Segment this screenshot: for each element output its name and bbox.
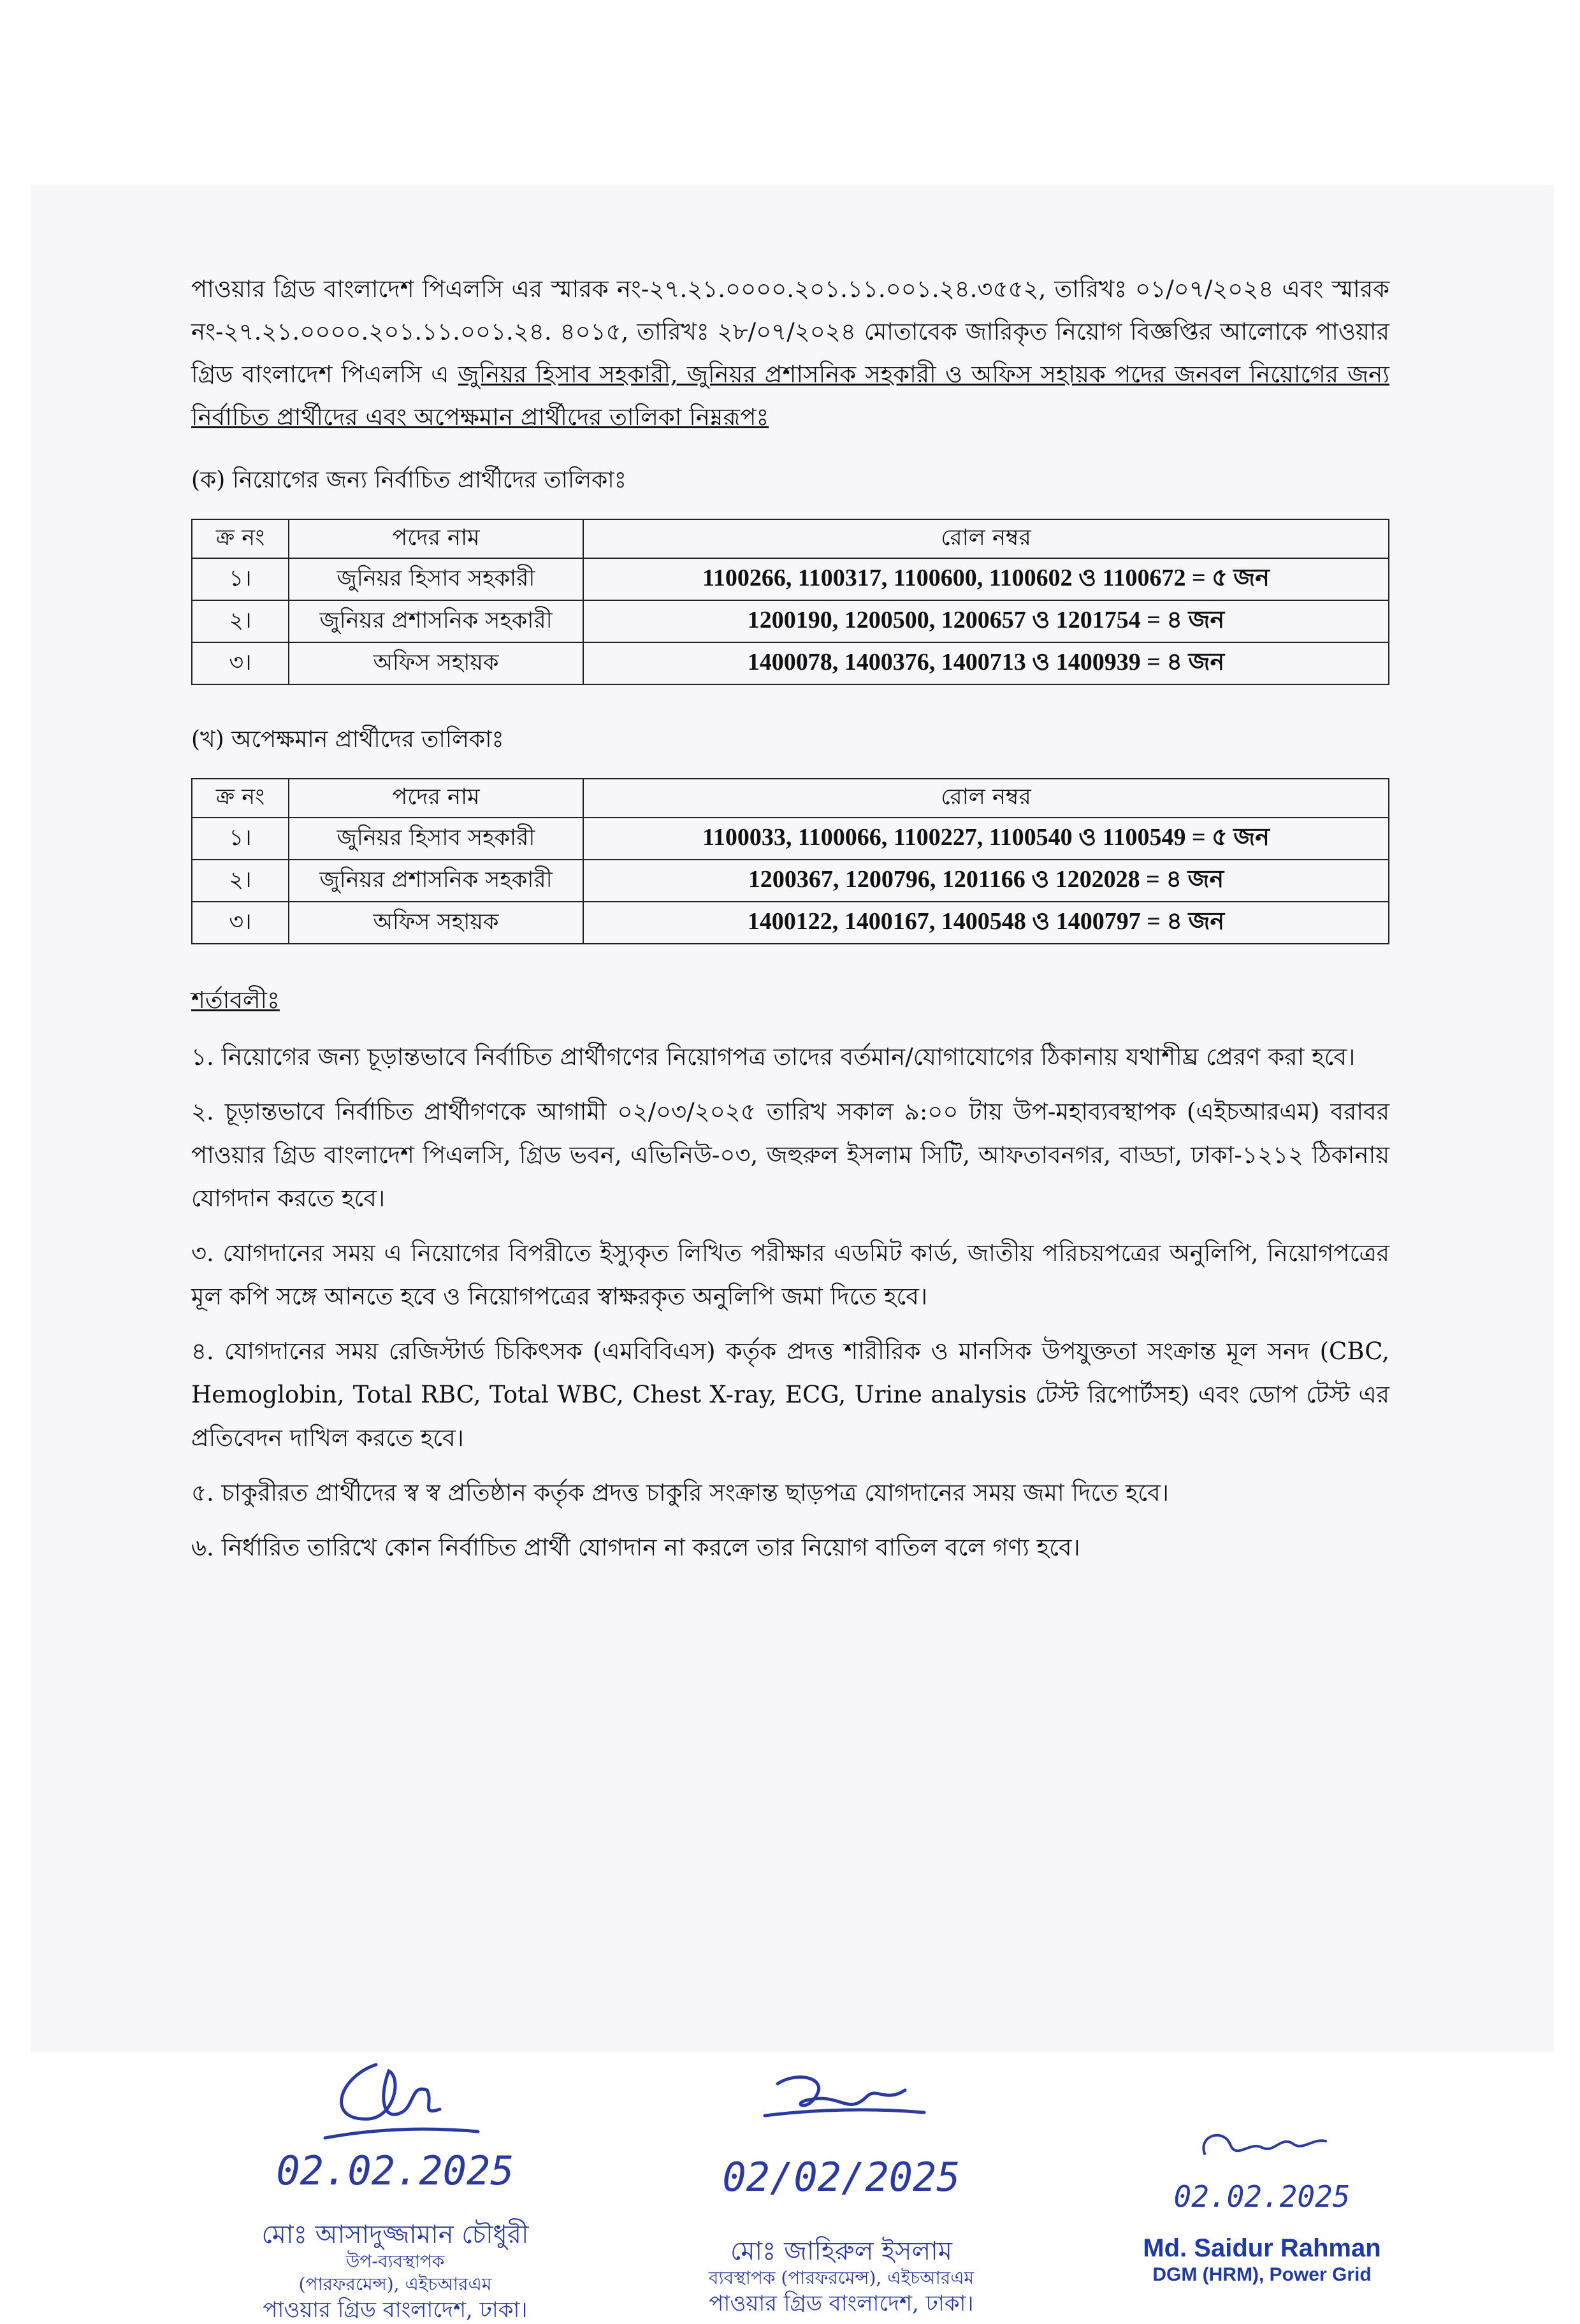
- condition-item: ৬. নির্ধারিত তারিখে কোন নির্বাচিত প্রার্থী যোগদান না করলে তার নিয়োগ বাতিল বলে গণ্য হবে।: [191, 1534, 1080, 1561]
- column-header-post: পদের নাম: [289, 519, 583, 558]
- signature-date: 02.02.2025: [1173, 2179, 1351, 2214]
- table-row: [192, 558, 1389, 600]
- signatory-name: মোঃ জাহিরুল ইসলাম: [730, 2237, 952, 2266]
- table-row: [192, 600, 1389, 642]
- condition-item: ৫. চাকুরীরত প্রার্থীদের স্ব স্ব প্রতিষ্ঠান কর্তৃক প্রদত্ত চাকুরি সংক্রান্ত ছাড়পত্র যোগদানের সময় জমা দিতে হবে।: [191, 1479, 1169, 1506]
- serial-cell: ২।: [192, 860, 289, 902]
- condition-item: ১. নিয়োগের জন্য চূড়ান্তভাবে নির্বাচিত প্রার্থীগণের নিয়োগপত্র তাদের বর্তমান/যোগাযোগের ঠিকানায় যথাশীঘ্র প্রেরণ করা হবে।: [191, 1043, 1356, 1071]
- post-cell: জুনিয়র প্রশাসনিক সহকারী: [289, 600, 583, 642]
- signatory-organization: পাওয়ার গ্রিড বাংলাদেশ, ঢাকা।: [263, 2297, 528, 2323]
- waiting-list-heading: (খ) অপেক্ষমান প্রার্থীদের তালিকাঃ: [191, 726, 504, 753]
- condition-item: ২. চূড়ান্তভাবে নির্বাচিত প্রার্থীগণকে আগামী ০২/০৩/২০২৫ তারিখ সকাল ৯:০০ টায় উপ-মহাব্যবস্থাপক (এইচআরএম) বরাবর পাওয়ার গ্রিড বাংলাদেশ পিএলসি, গ্রিড ভবন, এভিনিউ-০৩, জহুরুল ইসলাম সিটি, আফতাবনগর, বাড্ডা, ঢাকা-১২১২ ঠিকানায় যোগদান করতে হবে।: [191, 1098, 1389, 1212]
- column-header-serial: ক্র নং: [192, 519, 289, 558]
- table-header-row: [192, 519, 1389, 558]
- roll-cell: 1400078, 1400376, 1400713 ও 1400939 = ৪ জন: [583, 642, 1389, 684]
- roll-cell: 1200367, 1200796, 1201166 ও 1202028 = ৪ জন: [583, 860, 1389, 902]
- handwritten-signature-2: [739, 2058, 943, 2154]
- signature-date: 02/02/2025: [722, 2154, 960, 2200]
- table-row: [192, 818, 1389, 860]
- selected-candidates-table: [191, 519, 1389, 685]
- signatory-department: (পারফরমেন্স), এইচআরএম: [298, 2274, 492, 2295]
- condition-item: ৪. যোগদানের সময় রেজিস্টার্ড চিকিৎসক (এমবিবিএস) কর্তৃক প্রদত্ত শারীরিক ও মানসিক উপযুক্ততা সংক্রান্ত মূল সনদ (CBC, Hemoglobin, Total RBC, Total WBC, Chest X-ray, ECG, Urine analysis টেস্ট রিপোর্টসহ) এবং ডোপ টেস্ট এর প্রতিবেদন দাখিল করতে হবে।: [191, 1338, 1389, 1452]
- signatory-name: মোঃ আসাদুজ্জামান চৌধুরী: [261, 2220, 529, 2249]
- post-cell: অফিস সহায়ক: [289, 642, 583, 684]
- signatory-name: Md. Saidur Rahman: [1143, 2234, 1381, 2262]
- post-cell: জুনিয়র হিসাব সহকারী: [289, 558, 583, 600]
- table-row: [192, 860, 1389, 902]
- post-cell: জুনিয়র হিসাব সহকারী: [289, 818, 583, 860]
- condition-item: ৩. যোগদানের সময় এ নিয়োগের বিপরীতে ইস্যুকৃত লিখিত পরীক্ষার এডমিট কার্ড, জাতীয় পরিচয়পত্রের অনুলিপি, নিয়োগপত্রের মূল কপি সঙ্গে আনতে হবে ও নিয়োগপত্রের স্বাক্ষরকৃত অনুলিপি জমা দিতে হবে।: [191, 1239, 1389, 1310]
- table-row: [192, 642, 1389, 684]
- notice-body: [191, 268, 1389, 1581]
- conditions-title: শর্তাবলীঃ: [191, 986, 280, 1014]
- signature-block-2: [669, 2058, 1013, 2318]
- intro-text: পাওয়ার গ্রিড বাংলাদেশ পিএলসি এর স্মারক নং-২৭.২১.০০০০.২০১.১১.০০১.২৪.৩৫৫২, তারিখঃ ০১/০৭/২০২৪ এবং স্মারক নং-২৭.২১.০০০০.২০১.১১.০০১.২৪. ৪০১৫, তারিখঃ ২৮/০৭/২০২৪ মোতাবেক জারিকৃত নিয়োগ বিজ্ঞপ্তির আলোকে পাওয়ার গ্রিড বাংলাদেশ পিএলসি এ: [191, 275, 1389, 388]
- signatory-organization: পাওয়ার গ্রিড বাংলাদেশ, ঢাকা।: [709, 2291, 974, 2316]
- post-cell: জুনিয়র প্রশাসনিক সহকারী: [289, 860, 583, 902]
- roll-cell: 1400122, 1400167, 1400548 ও 1400797 = ৪ জন: [583, 902, 1389, 944]
- signatory-designation: ব্যবস্থাপক (পারফরমেন্স), এইচআরএম: [708, 2267, 975, 2288]
- handwritten-signature-3: [1179, 2116, 1345, 2179]
- post-cell: অফিস সহায়ক: [289, 902, 583, 944]
- signatory-designation: উপ-ব্যবস্থাপক: [345, 2251, 445, 2272]
- selected-list-heading: (ক) নিয়োগের জন্য নির্বাচিত প্রার্থীদের তালিকাঃ: [191, 467, 627, 493]
- column-header-roll: রোল নম্বর: [583, 519, 1389, 558]
- roll-cell: 1200190, 1200500, 1200657 ও 1201754 = ৪ জন: [583, 600, 1389, 642]
- waiting-candidates-table: [191, 778, 1389, 944]
- column-header-roll: রোল নম্বর: [583, 779, 1389, 818]
- roll-cell: 1100266, 1100317, 1100600, 1100602 ও 1100672 = ৫ জন: [583, 558, 1389, 600]
- table-header-row: [192, 779, 1389, 818]
- intro-paragraph: [191, 268, 1389, 438]
- serial-cell: ১।: [192, 558, 289, 600]
- roll-cell: 1100033, 1100066, 1100227, 1100540 ও 1100549 = ৫ জন: [583, 818, 1389, 860]
- serial-cell: ২।: [192, 600, 289, 642]
- signature-block-3: [1096, 2116, 1428, 2286]
- column-header-post: পদের নাম: [289, 779, 583, 818]
- table-row: [192, 902, 1389, 944]
- signatory-designation: DGM (HRM), Power Grid: [1152, 2264, 1372, 2285]
- signature-date: 02.02.2025: [276, 2147, 514, 2194]
- handwritten-signature-1: [300, 2052, 491, 2147]
- serial-cell: ৩।: [192, 642, 289, 684]
- serial-cell: ৩।: [192, 902, 289, 944]
- signature-block-1: [229, 2052, 561, 2324]
- intro-underlined-text: জুনিয়র হিসাব সহকারী, জুনিয়র প্রশাসনিক সহকারী ও অফিস সহায়ক পদের জনবল নিয়োগের জন্য নির্বাচিত প্রার্থীদের এবং অপেক্ষমান প্রার্থীদের তালিকা নিম্নরূপঃ: [191, 361, 1389, 431]
- serial-cell: ১।: [192, 818, 289, 860]
- column-header-serial: ক্র নং: [192, 779, 289, 818]
